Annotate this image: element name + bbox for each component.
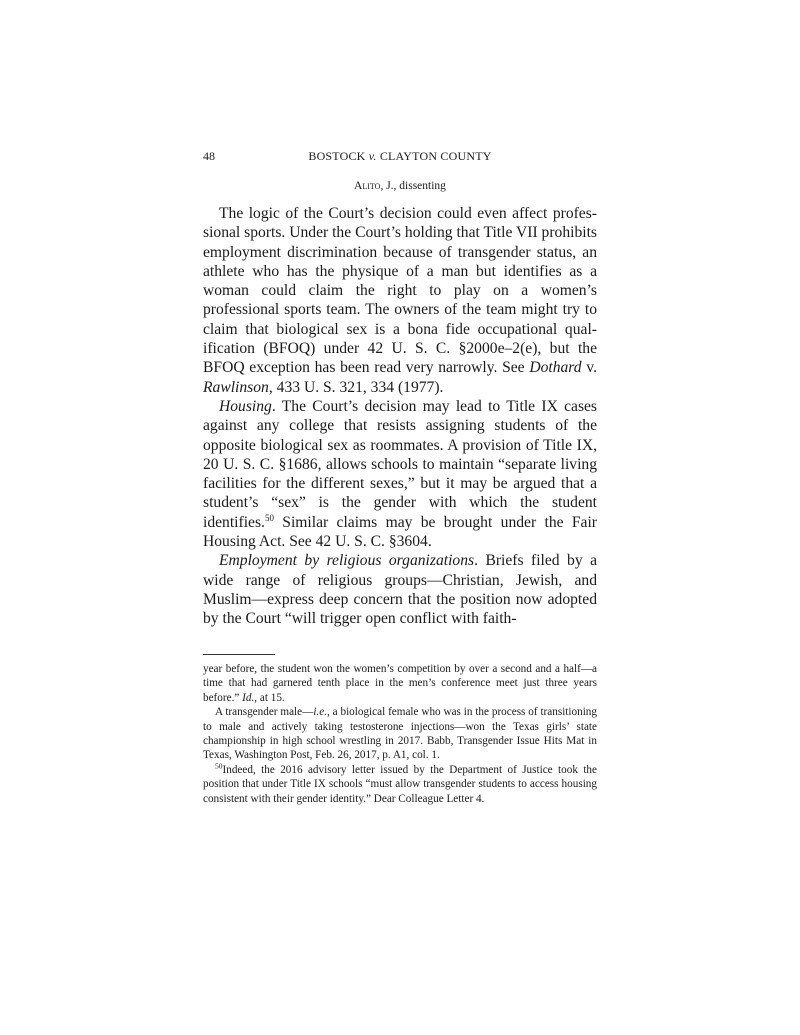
footnotes	[203, 662, 597, 806]
author-name: Alito	[354, 180, 381, 192]
opinion-body	[203, 204, 597, 629]
footnote-50-marker: 50	[215, 761, 223, 771]
footnote-continuation-paragraph: A transgender male—i.e., a biological female who was in the process of transitioning to male and actively taking testosterone injections—won the Texas girls’ state championship in high school wrestling in 2017. Babb, Transgender Issue Hits Mat in Texas, Washington Post, Feb. 26, 2017, p. A1, col. 1.	[203, 706, 597, 762]
section-heading-employment: Employment by religious organizations	[219, 552, 475, 570]
case-title: BOSTOCK v. CLAYTON COUNTY	[308, 149, 492, 163]
footnote-reference-50[interactable]: 50	[264, 512, 274, 523]
paragraph-professional-sports: The logic of the Court’s decision could even affect professional sports. Under the Court’s holding that Title VII prohibits employment discrimination because of transgender status, an athlete who has the physique of a man but identifies as a woman could claim the right to play on a women’s professional sports team. The owners of the team might try to claim that biological sex is a bona fide occupational qualification (BFOQ) under 42 U. S. C. §2000e–2(e), but the BFOQ exception has been read very narrowly. See Dothard v. Rawlinson, 433 U. S. 321, 334 (1977).	[203, 205, 597, 396]
opinion-author-line: Alito, J., dissenting	[354, 180, 446, 192]
page-number: 48	[203, 149, 215, 163]
paragraph-religious-organizations: Employment by religious organizations. Briefs filed by a wide range of religious groups—Christian, Jewish, and Muslim—express deep concern that the position now adopted by the Court “will trigger open conflict with faith-	[203, 552, 597, 628]
paragraph-housing: Housing. The Court’s decision may lead to Title IX cases against any college that resists assigning students of the opposite biological sex as roommates. A provision of Title IX, 20 U. S. C. §1686, allows schools to maintain “separate living facilities for the different sexes,” but it may be argued that a student’s “sex” is the gender with which the student identifies.$^{50}$ Similar claims may be brought under the Fair Housing Act. See 42 U. S. C. §3604.	[203, 397, 597, 551]
footnote-continuation: year before, the student won the women’s competition by over a second and a half—a time that had garnered tenth place in the men’s conference meet just three years before.” Id., at 15.	[203, 663, 597, 704]
footnote-50: $^{50}$Indeed, the 2016 advisory letter issued by the Department of Justice took the position that under Title IX schools “must allow transgender students to access housing consistent with their gender identity.” Dear Colleague Letter 4.	[203, 761, 597, 805]
running-header	[203, 149, 597, 167]
section-heading-housing: Housing	[219, 397, 272, 415]
footnote-divider	[203, 654, 275, 655]
